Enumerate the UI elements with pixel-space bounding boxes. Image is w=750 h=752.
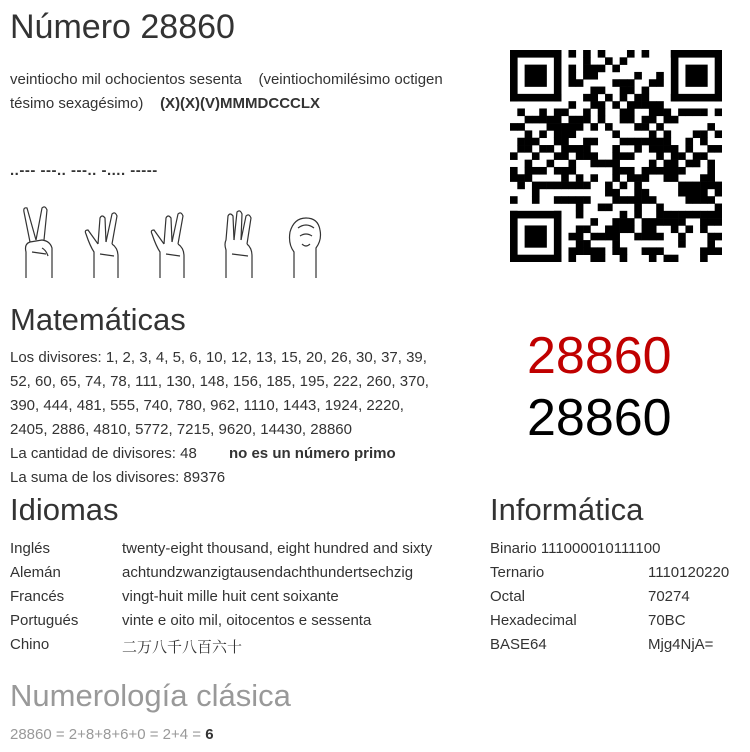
divisor-count: La cantidad de divisores: 48 (10, 445, 197, 462)
hand-sign-8-icon (144, 204, 202, 280)
hand-sign-0-icon (276, 204, 334, 280)
big-number-red: 28860 (527, 327, 672, 385)
divisor-count-row (10, 442, 480, 466)
math-section (10, 346, 480, 490)
numerology-formula (10, 723, 214, 747)
lang-label: Portugués (10, 612, 79, 629)
base-value: 70274 (648, 588, 690, 605)
divisor-sum: La suma de los divisores: 89376 (10, 469, 226, 486)
morse-code: ..--- ---.. ---.. -.... ----- (10, 162, 158, 179)
lang-label: Inglés (10, 540, 51, 557)
lang-value: 二万八千八百六十 (122, 639, 243, 656)
lang-value: achtundzwanzigtausendachthundertsechzig (122, 564, 414, 581)
lang-value: twenty-eight thousand, eight hundred and sixty (122, 540, 433, 557)
roman-numeral: (X)(X)(V)MMMDCCCLX (160, 95, 321, 112)
hand-sign-2-icon (12, 204, 70, 280)
lang-label: Chino (10, 636, 50, 653)
base-value: 70BC (648, 612, 686, 629)
section-heading-languages: Idiomas (10, 492, 119, 527)
divisors-line: 390, 444, 481, 555, 740, 780, 962, 1110, 1443, 1924, 2220, (10, 397, 404, 414)
base-value: 1110120220 (648, 564, 730, 581)
section-heading-math: Matemáticas (10, 302, 186, 337)
words-line1: veintiocho mil ochocientos sesenta (10, 71, 242, 88)
hand-sign-6-icon (210, 204, 268, 280)
base-value: Mjg4NjA= (648, 636, 714, 653)
section-heading-numerology: Numerología clásica (10, 678, 291, 713)
number-words (10, 68, 480, 116)
numerology-expression: 28860 = 2+8+8+6+0 = 2+4 = (10, 726, 206, 743)
binary-value: Binario 111000010111100 (490, 540, 661, 557)
lang-value: vingt-huit mille huit cent soixante (122, 588, 339, 605)
qr-code (510, 50, 722, 262)
base-label: Octal (490, 588, 526, 605)
page-title: Número 28860 (10, 8, 235, 46)
lang-value: vinte e oito mil, oitocentos e sessenta (122, 612, 372, 629)
hand-signs (12, 204, 334, 280)
big-number-black: 28860 (527, 389, 672, 447)
base-label: Ternario (490, 564, 545, 581)
base-label: BASE64 (490, 636, 547, 653)
divisors-line: Los divisores: 1, 2, 3, 4, 5, 6, 10, 12, 13, 15, 20, 26, 30, 37, 39, (10, 349, 427, 366)
ordinal-line1: (veintiochomilésimo octigen (258, 71, 443, 88)
base-label: Hexadecimal (490, 612, 577, 629)
divisors-line: 52, 60, 65, 74, 78, 111, 130, 148, 156, 185, 195, 222, 260, 370, (10, 373, 429, 390)
hand-sign-8-icon (78, 204, 136, 280)
ordinal-line2: tésimo sexagésimo) (10, 95, 144, 112)
divisors-line: 2405, 2886, 4810, 5772, 7215, 9620, 14430, 28860 (10, 421, 352, 438)
lang-label: Alemán (10, 564, 61, 581)
prime-status: no es un número primo (228, 445, 396, 462)
lang-label: Francés (10, 588, 65, 605)
section-heading-informatics: Informática (490, 492, 644, 527)
numerology-result: 6 (205, 726, 214, 743)
